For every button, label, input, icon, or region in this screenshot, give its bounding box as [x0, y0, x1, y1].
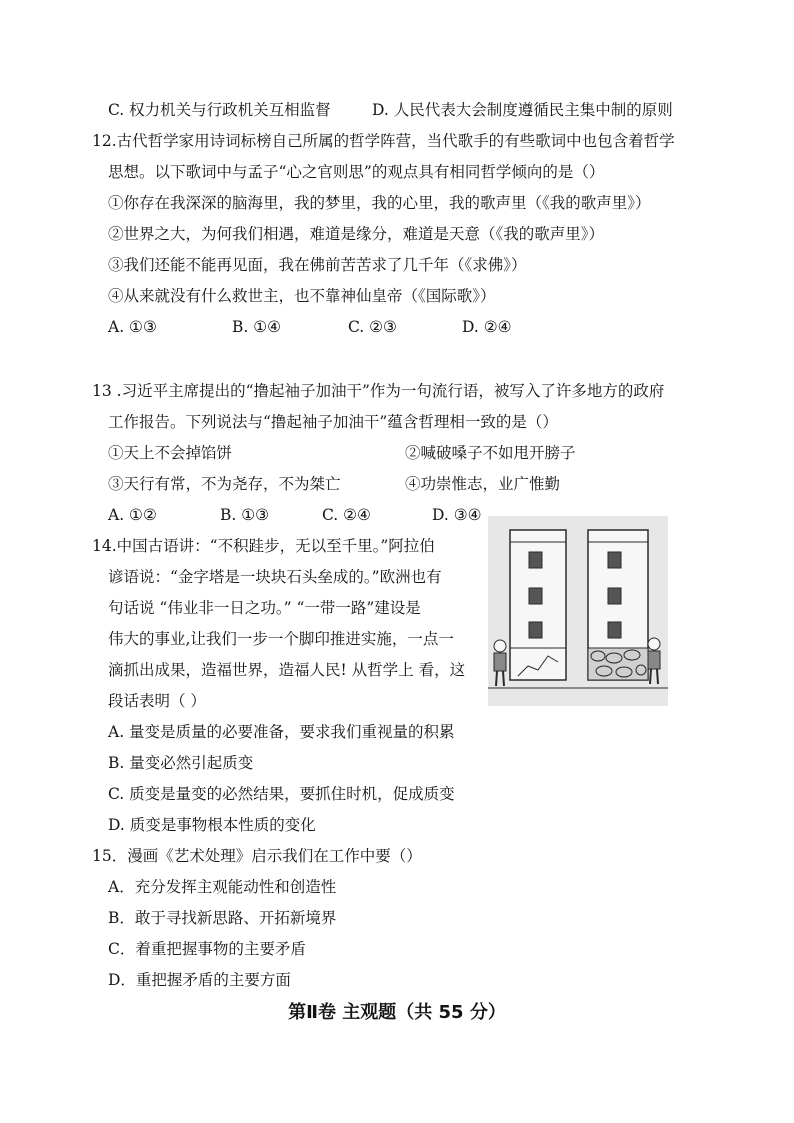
- q14-stem-line4: 伟大的事业,让我们一步一个脚印推进实施，一点一: [108, 630, 454, 648]
- q13-item-4: ④功崇惟志，业广惟勤: [405, 475, 561, 493]
- q14-stem-line2: 谚语说：“金字塔是一块块石头垒成的。”欧洲也有: [108, 568, 442, 586]
- q12-item-1: ①你存在我深深的脑海里，我的梦里，我的心里，我的歌声里（《我的歌声里》）: [108, 194, 651, 212]
- q15-stem: 15．漫画《艺术处理》启示我们在工作中要（）: [92, 847, 422, 865]
- q14-option-c: C. 质变是量变的必然结果，要抓住时机，促成质变: [108, 785, 455, 803]
- q12-stem-line1: 12.古代哲学家用诗词标榜自己所属的哲学阵营，当代歌手的有些歌词中也包含着哲学: [92, 132, 675, 150]
- q15-option-d: D．重把握矛盾的主要方面: [108, 971, 291, 989]
- q13-option-d: D. ③④: [432, 506, 482, 524]
- q12-option-c: C. ②③: [348, 318, 397, 336]
- q14-stem-line5: 滴抓出成果，造福世界，造福人民! 从哲学上 看，这: [108, 661, 466, 679]
- q13-stem-line1: 13 .习近平主席提出的“撸起袖子加油干”作为一句流行语，被写入了许多地方的政府: [92, 382, 665, 400]
- q15-option-a: A．充分发挥主观能动性和创造性: [108, 878, 337, 896]
- q12-option-b: B. ①④: [232, 318, 282, 336]
- q14-stem-line3: 句话说 “伟业非一日之功。” “一带一路”建设是: [108, 599, 421, 617]
- section-title: 第Ⅱ卷 主观题（共 55 分）: [288, 1002, 506, 1023]
- q13-option-b: B. ①③: [220, 506, 270, 524]
- q14-option-a: A. 量变是质量的必要准备，要求我们重视量的积累: [108, 723, 455, 741]
- q12-option-d: D. ②④: [462, 318, 512, 336]
- q12-option-a: A. ①③: [108, 318, 157, 336]
- q11-option-c: C. 权力机关与行政机关互相监督: [108, 101, 331, 119]
- q14-option-d: D. 质变是事物根本性质的变化: [108, 816, 316, 834]
- q14-option-b: B. 量变必然引起质变: [108, 754, 254, 772]
- q13-stem-line2: 工作报告。下列说法与“撸起袖子加油干”蕴含哲理相一致的是（）: [108, 413, 558, 431]
- q13-option-a: A. ①②: [108, 506, 157, 524]
- q13-option-c: C. ②④: [322, 506, 371, 524]
- q12-item-4: ④从来就没有什么救世主，也不靠神仙皇帝（《国际歌》）: [108, 287, 496, 305]
- q13-item-3: ③天行有常，不为尧存，不为桀亡: [108, 475, 341, 493]
- q11-option-d: D. 人民代表大会制度遵循民主集中制的原则: [372, 101, 673, 119]
- q12-item-3: ③我们还能不能再见面，我在佛前苦苦求了几千年（《求佛》）: [108, 256, 527, 274]
- cartoon-buildings-image: [488, 516, 668, 706]
- q14-stem-line6: 段话表明（ ）: [108, 692, 206, 710]
- q15-option-b: B．敢于寻找新思路、开拓新境界: [108, 909, 337, 927]
- q12-item-2: ②世界之大，为何我们相遇，难道是缘分，难道是天意（《我的歌声里》）: [108, 225, 605, 243]
- q12-stem-line2: 思想。以下歌词中与孟子“心之官则思”的观点具有相同哲学倾向的是（）: [108, 163, 605, 181]
- q14-stem-line1: 14.中国古语讲：“不积跬步，无以至千里。”阿拉伯: [92, 537, 435, 555]
- q15-option-c: C．着重把握事物的主要矛盾: [108, 940, 306, 958]
- q13-item-2: ②喊破嗓子不如甩开膀子: [405, 444, 576, 462]
- q13-item-1: ①天上不会掉馅饼: [108, 444, 233, 462]
